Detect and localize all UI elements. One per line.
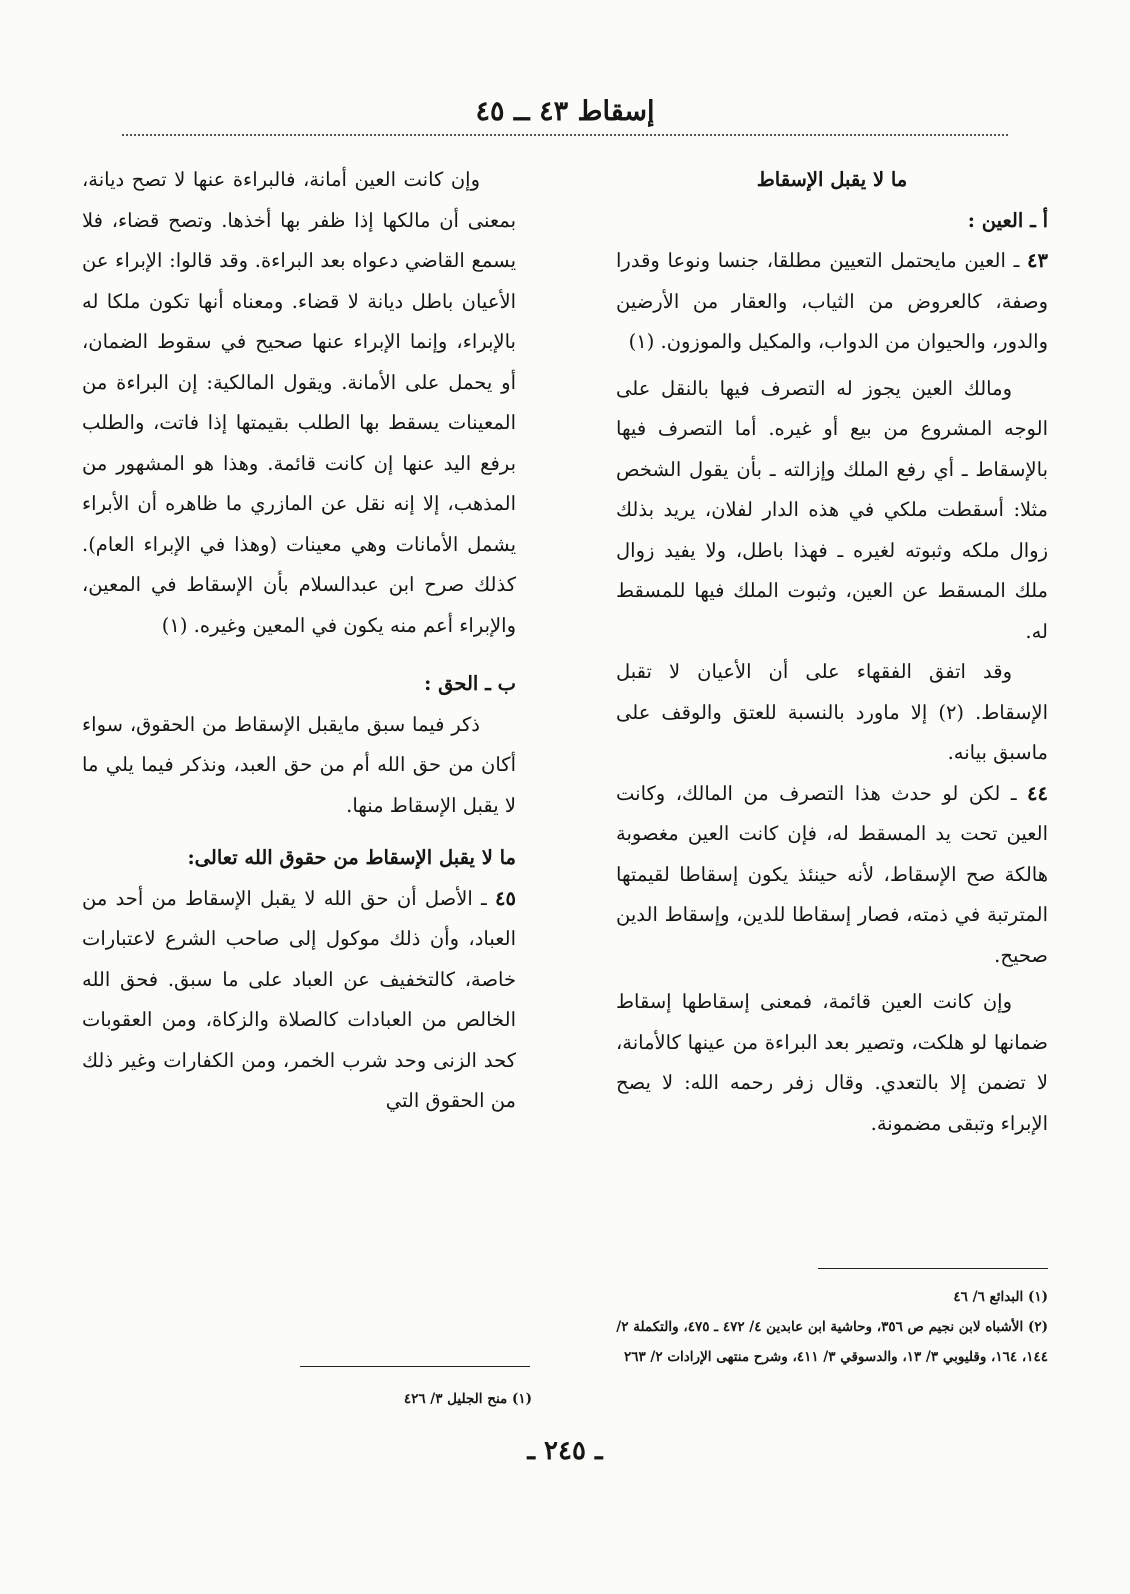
paragraph-number-44: ٤٤ xyxy=(1027,781,1048,805)
paragraph-44 xyxy=(616,774,1048,977)
footnote-separator-right xyxy=(818,1268,1048,1269)
paragraph-43 xyxy=(616,241,1048,363)
paragraph-43-text: ـ العين مايحتمل التعيين مطلقا، جنسا ونوعا وقدرا وصفة، كالعروض من الثياب، والعقار من الأرضين والدور، والحيوان من الدواب، والمكيل والموزون. (١) xyxy=(616,249,1048,353)
paragraph-jurists-agreement: وقد اتفق الفقهاء على أن الأعيان لا تقبل الإسقاط. (٢) إلا ماورد بالنسبة للعتق والوقف على ماسبق بيانه. xyxy=(616,660,1048,764)
subsection-title-al-haqq: ب ـ الحق : xyxy=(424,672,516,695)
footnote-item: (٢) الأشباه لابن نجيم ص ٣٥٦، وحاشية ابن عابدين ٤/ ٤٧٢ ـ ٤٧٥، والتكملة ٢/ ١٤٤، ١٦٤، وقليوبي ٣/ ١٣، والدسوقي ٣/ ٤١١، وشرح منتهى الإرادات ٢/ ٢٦٣ xyxy=(616,1319,1048,1365)
paragraph-ownership-disposal: ومالك العين يجوز له التصرف فيها بالنقل على الوجه المشروع من بيع أو غيره. أما التصرف فيها بالإسقاط ـ أي رفع الملك وإزالته ـ بأن يقول الشخص مثلا: أسقطت ملكي في هذه الدار لفلان، يريد بذلك زوال ملكه وثبوته لغيره ـ فهذا باطل، ولا يفيد زوال ملك المسقط عن العين، وثبوت الملك فيها للمسقط له. xyxy=(616,376,1048,643)
footnote-separator-left xyxy=(300,1366,530,1367)
header-dotted-rule xyxy=(122,134,1008,136)
running-header: إسقاط ٤٣ ــ ٤٥ xyxy=(475,96,655,127)
paragraph-number-43: ٤٣ xyxy=(1027,249,1048,272)
page-number: ـ ٢٤٥ ـ xyxy=(527,1436,603,1466)
paragraph-rights-overview: ذكر فيما سبق مايقبل الإسقاط من الحقوق، سواء أكان من حق الله أم من حق العبد، ونذكر فيما يلي ما لا يقبل الإسقاط منها. xyxy=(82,712,516,817)
footnote-item: (١) البدائع ٦/ ٤٦ xyxy=(953,1289,1048,1305)
right-column xyxy=(616,160,1048,1144)
paragraph-existing-property: وإن كانت العين قائمة، فمعنى إسقاطها إسقاط ضمانها لو هلكت، وتصير بعد البراءة من عينها كالأمانة، لا تضمن إلا بالتعدي. وقال زفر رحمه الله: لا يصح الإبراء وتبقى مضمونة. xyxy=(616,990,1048,1135)
footnotes-right xyxy=(608,1282,1048,1372)
paragraph-44-text: ـ لكن لو حدث هذا التصرف من المالك، وكانت العين تحت يد المسقط له، فإن كانت العين مغصوبة هالكة صح الإسقاط، لأنه حينئذ يكون إسقاطا لقيمتها المترتبة في ذمته، فصار إسقاطا للدين، وإسقاط الدين صحيح. xyxy=(616,781,1048,967)
subsection-title-al-ayn: أ ـ العين : xyxy=(967,208,1048,232)
section-title-not-accepting-waiver: ما لا يقبل الإسقاط xyxy=(756,168,908,191)
section-title-rights-of-allah: ما لا يقبل الإسقاط من حقوق الله تعالى: xyxy=(187,846,516,869)
paragraph-45 xyxy=(82,879,516,1122)
footnote-item: (١) منح الجليل ٣/ ٤٢٦ xyxy=(403,1391,532,1407)
paragraph-trust-property: وإن كانت العين أمانة، فالبراءة عنها لا تصح ديانة، بمعنى أن مالكها إذا ظفر بها أخذها. وتصح قضاء، فلا يسمع القاضي دعواه بعد البراءة. وقد قالوا: الإبراء عن الأعيان باطل ديانة لا قضاء. ومعناه أنها تكون ملكا له بالإبراء، وإنما الإبراء عنها صحيح في سقوط الضمان، أو يحمل على الأمانة. ويقول المالكية: إن البراءة من المعينات يسقط بها الطلب بقيمتها إذا فاتت، والطلب برفع اليد عنها إن كانت قائمة. وهذا هو المشهور من المذهب، إلا إنه نقل عن المازري ما ظاهره أن الأبراء يشمل الأمانات وهي معينات (وهذا في الإبراء العام). كذلك صرح ابن عبدالسلام بأن الإسقاط في المعين، والإبراء أعم منه يكون في المعين وغيره. (١) xyxy=(82,168,516,637)
paragraph-45-text: ـ الأصل أن حق الله لا يقبل الإسقاط من أحد من العباد، وأن ذلك موكول إلى صاحب الشرع لاعتبارات خاصة، كالتخفيف عن العباد على ما سبق. فحق الله الخالص من العبادات كالصلاة والزكاة، ومن العقوبات كحد الزنى وحد شرب الخمر، ومن الكفارات وغير ذلك من الحقوق التي xyxy=(82,886,516,1112)
left-column xyxy=(82,160,516,1122)
paragraph-number-45: ٤٥ xyxy=(495,886,516,910)
footnotes-left xyxy=(300,1384,532,1414)
